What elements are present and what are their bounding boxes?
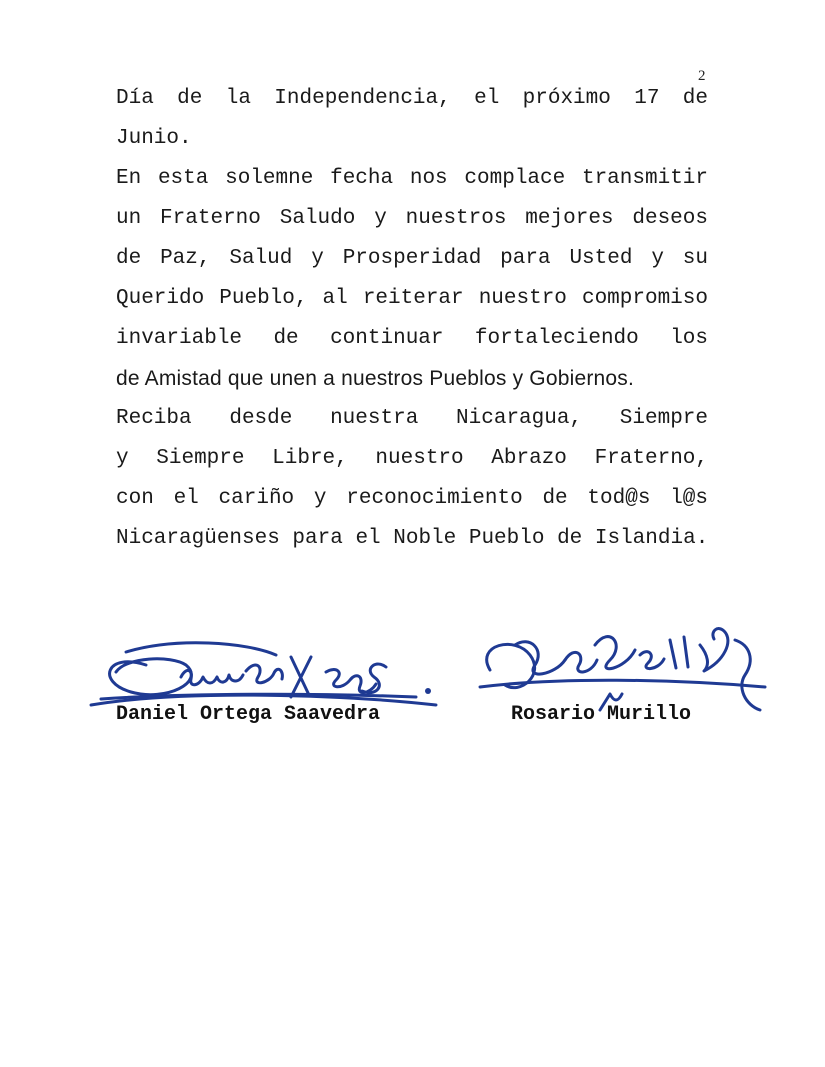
body-line: Reciba desde nuestra Nicaragua, Siempre — [116, 407, 708, 430]
body-line: invariable de continuar fortaleciendo los — [116, 327, 708, 350]
body-line: Junio. — [116, 127, 192, 150]
body-line: de Amistad que unen a nuestros Pueblos y Gobiernos. — [116, 367, 635, 390]
body-line: un Fraterno Saludo y nuestros mejores deseos — [116, 207, 708, 230]
body-line: y Siempre Libre, nuestro Abrazo Fraterno, — [116, 447, 708, 470]
signer-name-left: Daniel Ortega Saavedra — [116, 703, 381, 726]
body-line: Día de la Independencia, el próximo 17 de — [116, 87, 708, 110]
body-line: En esta solemne fecha nos complace transmitir — [116, 167, 708, 190]
body-line: con el cariño y reconocimiento de tod@s l@s — [116, 487, 708, 510]
signer-name-right: Rosario Murillo — [511, 703, 692, 726]
body-line: de Paz, Salud y Prosperidad para Usted y su — [116, 247, 708, 270]
body-line: Querido Pueblo, al reiterar nuestro compromiso — [116, 287, 708, 310]
page-number: 2 — [698, 68, 706, 84]
body-line: Nicaragüenses para el Noble Pueblo de Islandia. — [116, 527, 709, 550]
letter-body — [116, 79, 708, 559]
signature-block — [0, 615, 825, 735]
